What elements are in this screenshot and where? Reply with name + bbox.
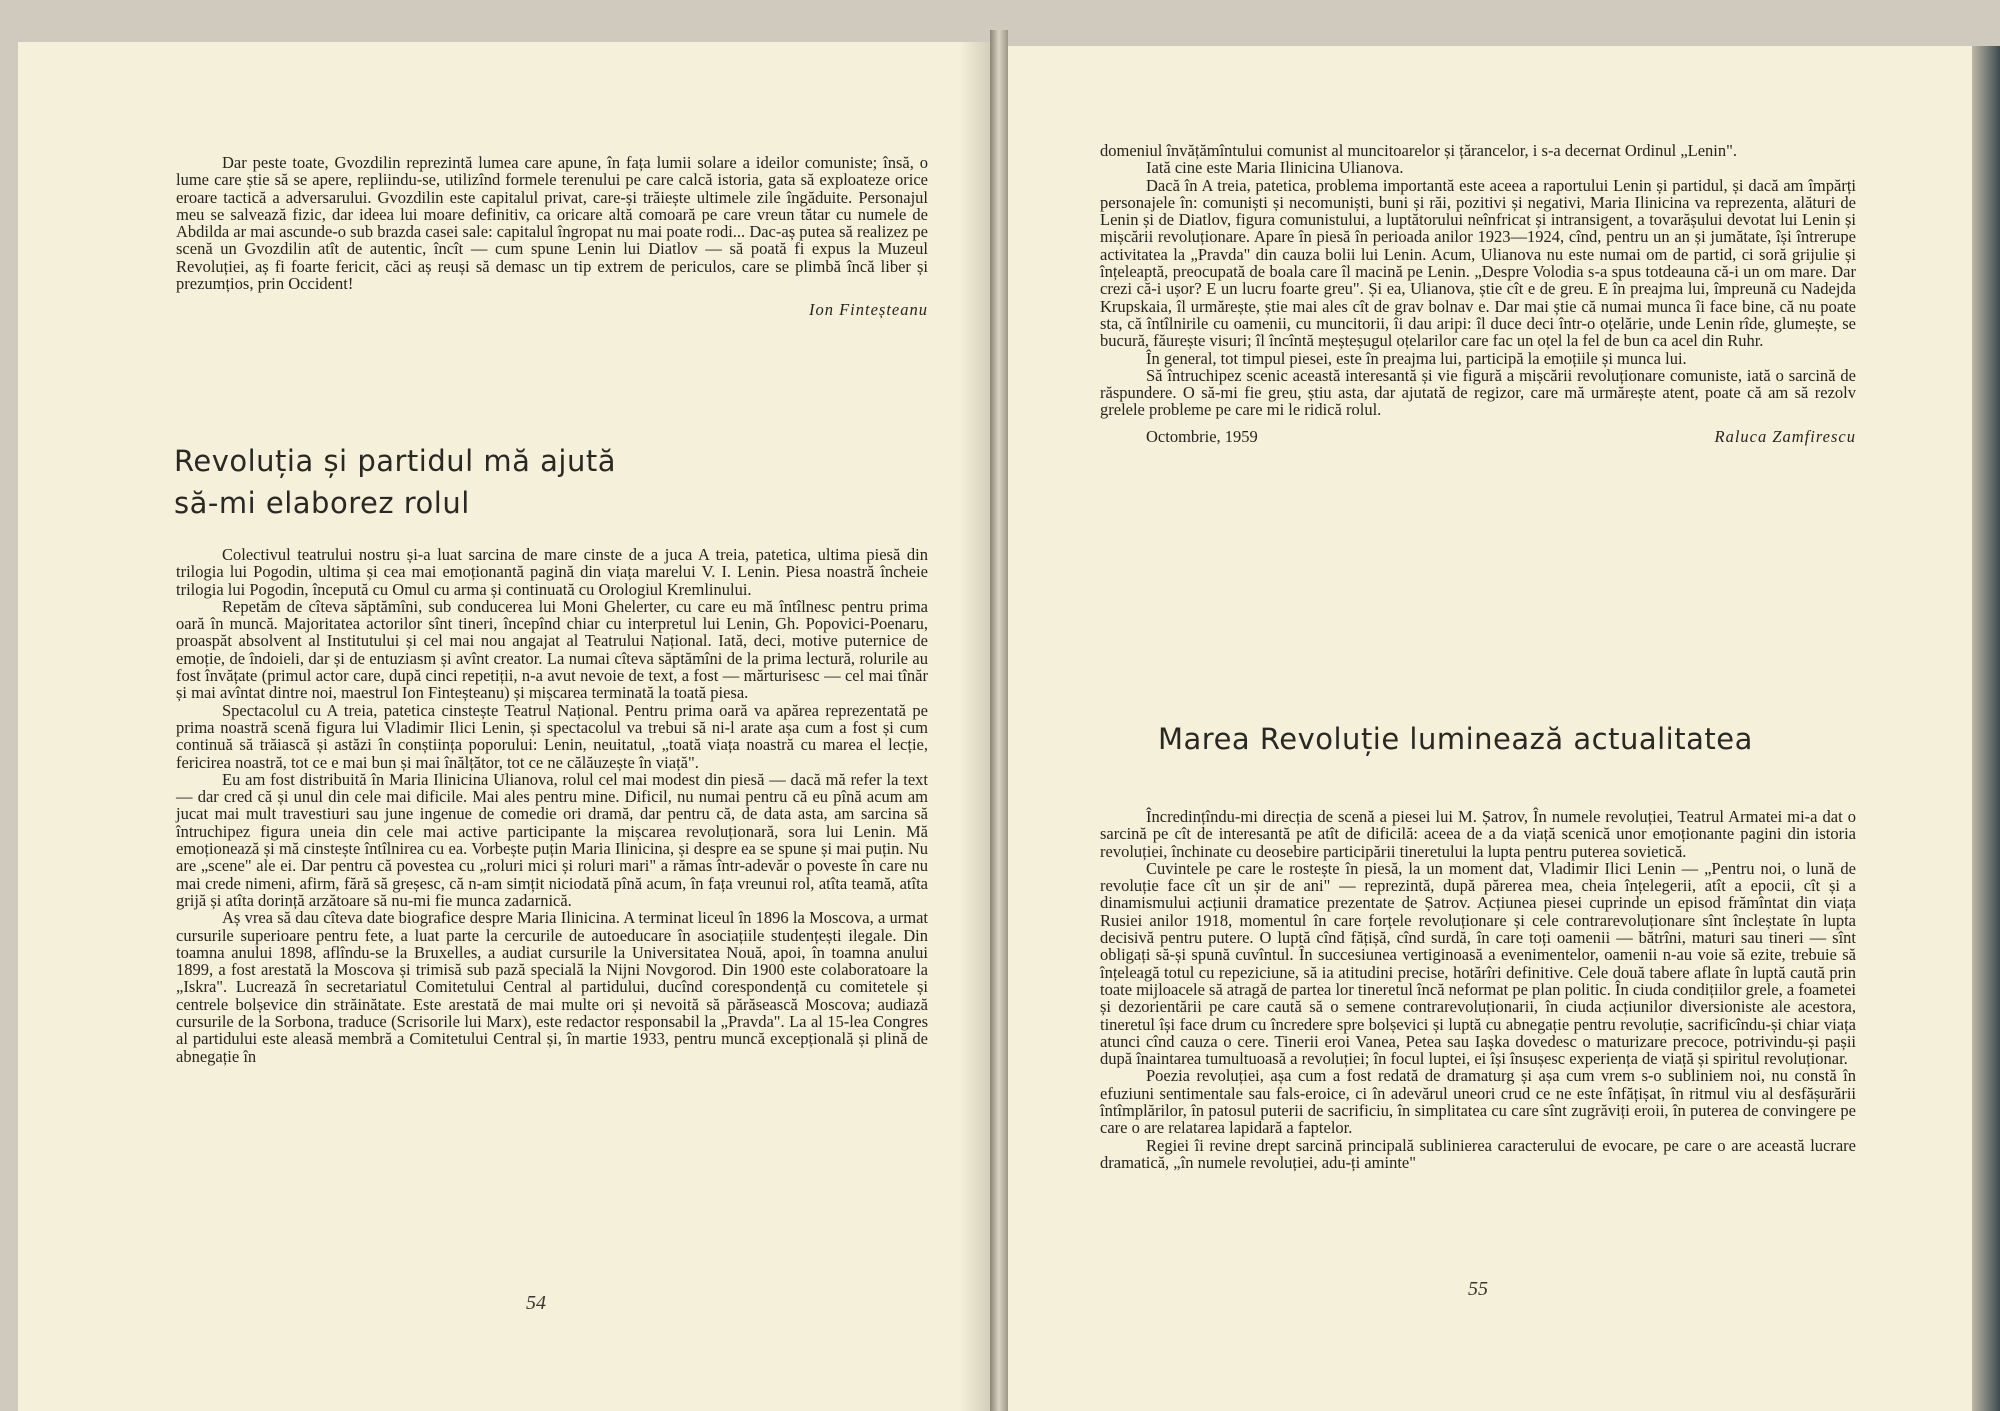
book-spine-gutter [990, 30, 1008, 1411]
right-continued-text [1100, 142, 1856, 448]
book-edge [1972, 46, 2000, 1411]
right-article-body [1100, 808, 1856, 1171]
page-number: 54 [526, 1292, 546, 1314]
paragraph: Iată cine este Maria Ilinicina Ulianova. [1146, 158, 1404, 178]
paragraph: Încredințîndu-mi direcția de scenă a piesei lui M. Șatrov, În numele revoluției, Teatrul Armatei mi-a dat o sarcină pe cît de interesantă pe atît de dificilă: aceea de a da viață scenică unor emoționante pagini din istoria revoluției, închinate cu deosebire participării tineretului la lupta pentru puterea sovietică. [1100, 807, 1856, 861]
paragraph: Dacă în A treia, patetica, problema importantă este aceea a raportului Lenin și partidul, și dacă am împărți personajele în: comuniști și necomuniști, buni și răi, pozitivi și negativi, Maria Ilinicina va reprezenta, alături de Lenin și de Diatlov, figura comunistului, a luptătorului neînfricat și intransigent, a tovarășului devotat lui Lenin și mișcării revoluționare. Apare în piesă în perioada anilor 1923—1924, cînd, pentru un an și jumătate, își întrerupe activitatea la „Pravda" din cauza bolii lui Lenin. Acum, Ulianova nu este numai om de partid, ci soră grijulie și înțeleaptă, preocupată de boala care îl macină pe Lenin. „Despre Volodia s-a spus totdeauna că-i un om mare. Dar crezi că-i ușor? E un lucru foarte greu". Și ea, Ulianova, știe cît e de greu. E în preajma lui, împreună cu Nadejda Krupskaia, îl urmărește, știe mai ales cît de grav bolnav e. Dar mai știe că numai munca îi face bine, că nu poate sta, că întîlnirile cu oamenii, cu muncitorii, îi dau aripi: îl duce deci într-o oțelărie, unde Lenin rîde, glumește, se bucură, făurește visuri; îl încîntă meșteșugul oțelarilor care fac un oțel la fel de bun ca acel din Ruhr. [1100, 175, 1856, 351]
right-page [1008, 46, 1972, 1411]
paragraph: Poezia revoluției, așa cum a fost redată de dramaturg și așa cum vrem s-o subliniem noi, nu constă în efuziuni sentimentale sau fals-eroice, ci în adevărul uneori crud ce ne este înfățișat, în ritmul viu al desfășurării întîmplărilor, în patosul puterii de sacrificiu, în simplitatea cu care sînt zugrăviți eroii, în puterea de convingere pe care o are relatarea lapidară a faptelor. [1100, 1066, 1856, 1138]
intro-paragraph: Dar peste toate, Gvozdilin reprezintă lumea care apune, în fața lumii solare a ideilor comuniste; însă, o lume care știe să se apere, repliindu-se, utilizînd formele terenului pe care calcă istoria, gata să exploateze orice eroare tactică a adversarului. Gvozdilin este capitalul privat, care-și trăiește ultimele zile îngăduite. Personajul meu se salvează fizic, dar ideea lui moare definitiv, ca oricare altă comoară pe care vreun tătar cu numele de Abdilda ar mai ascunde-o sub brazda casei sale: capitalul îngropat nu mai poate rodi... Dac-aș putea să realizez pe scenă un Gvozdilin atît de autentic, încît — cum spune Lenin lui Diatlov — să poată fi expus la Muzeul Revoluției, aș fi foarte fericit, căci aș reuși să demasc un tip extrem de periculos, care se plimbă încă liber și prezumțios, prin Occident! [176, 153, 928, 294]
paragraph: Cuvintele pe care le rostește în piesă, la un moment dat, Vladimir Ilici Lenin — „Pentru noi, o lună de revoluție face cît un șir de ani" — reprezintă, după părerea mea, cheia înțelegerii, atît a epocii, cît și a dinamismului acțiunii dramatice prezentate de Șatrov. Acțiunea piesei cuprinde un episod frămîntat din viața Rusiei anilor 1918, momentul în care forțele revoluționare și cele contrarevoluționare sînt încleștate în lupta decisivă pentru putere. O luptă cînd fățișă, cînd surdă, în care toți oamenii — bătrîni, maturi sau tineri — sînt obligați să-și spună cuvîntul. În succesiunea vertiginoasă a evenimentelor, oamenii n-au voie să ezite, trebuie să înțeleagă totul cu repeziciune, să ia atitudini precise, hotărîri definitive. Cele două tabere aflate în luptă caută prin toate mijloacele să atragă de partea lor tineretul încă neformat pe plan politic. În ciuda condițiilor grele, a foametei și dezorientării pe care caută să o semene contrarevoluționarii, în ciuda acțiunilor diversioniste ale acestora, tineretul își face drum cu încredere spre bolșevici și luptă cu abnegație pentru revoluție, sacrificîndu-și chiar viața atunci cînd cauza o cere. Tinerii eroi Vanea, Petea sau Iașka dovedesc o maturizare precoce, potrivindu-și pașii după înaintarea tumultuoasă a revoluției; în focul luptei, ei își însușesc experiența de viață și spiritul revoluționar. [1100, 858, 1856, 1069]
paragraph: Aș vrea să dau cîteva date biografice despre Maria Ilinicina. A terminat liceul în 1896 la Moscova, a urmat cursurile superioare pentru fete, a luat parte la cercurile de autoeducare în asociațiile studențești ilegale. Din toamna anului 1898, aflîndu-se la Bruxelles, a audiat cursurile la Universitatea Nouă, apoi, în toamna anului 1899, a fost arestată la Moscova și trimisă sub pază specială la Nijni Novgorod. Din 1900 este colaboratoare la „Iskra". Lucrează în secretariatul Comitetului Central al partidului, ducînd corespondență cu comitetele și centrele bolșevice din străinătate. Este arestată de mai multe ori și nevoită să părăsească Moscova; audiază cursurile de la Sorbona, traduce (Scrisorile lui Marx), este redactor responsabil la „Pravda". La al 15-lea Congres al partidului este aleasă membră a Comitetului Central și, în martie 1933, pentru muncă excepțională și plină de abnegație în [176, 908, 928, 1066]
gutter-shadow-left [960, 42, 990, 1411]
article-title-line-2: să-mi elaborez rolul [174, 486, 470, 520]
paragraph: Repetăm de cîteva săptămîni, sub conducerea lui Moni Ghelerter, cu care eu mă întîlnesc pentru prima oară în muncă. Majoritatea actorilor sînt tineri, începînd chiar cu interpretul lui Lenin, Gh. Popovici-Poenaru, proaspăt absolvent al Institutului și cel mai nou angajat al Teatrului Național. Iată, deci, motive puternice de emoție, de îndoieli, dar și de entuziasm și avînt creator. La numai cîteva săptămîni de la prima lectură, rolurile au fost învățate (primul actor care, după cinci repetiții, n-a avut nevoie de text, a fost — mărturisesc — cel mai tînăr și mai avîntat dintre noi, maestrul Ion Finteșteanu) și mișcarea terminată la toată piesa. [176, 596, 928, 703]
paragraph: Regiei îi revine drept sarcină principală sublinierea caracterului de evocare, pe care o are această lucrare dramatică, „în numele revoluției, adu-ți aminte" [1100, 1135, 1856, 1172]
article-author: Raluca Zamfirescu [1714, 426, 1856, 446]
page-number: 55 [1468, 1278, 1488, 1300]
paragraph: Spectacolul cu A treia, patetica cinstește Teatrul Național. Pentru prima oară va apărea reprezentată pe prima noastră scenă figura lui Vladimir Ilici Lenin, și spectacolul va trebui să ni-l arate așa cum a fost și cum continuă să trăiască și astăzi în conștiința poporului: Lenin, neuitatul, „toată viața noastră cu marea el lecție, fericirea noastră, tot ce e mai bun și mai înălțător, tot ce ne călăuzește în viață". [176, 700, 928, 772]
paragraph: Colectivul teatrului nostru și-a luat sarcina de mare cinste de a juca A treia, patetica, ultima piesă din trilogia lui Pogodin, ultima și cea mai emoționantă pagină din viața marelui V. I. Lenin. Piesa noastră încheie trilogia lui Pogodin, începută cu Omul cu arma și continuată cu Orologiul Kremlinului. [176, 545, 928, 599]
article-date: Octombrie, 1959 [1146, 426, 1258, 446]
left-article-body [176, 546, 928, 1065]
paragraph: domeniul învățămîntului comunist al muncitoarelor și țărancelor, i s-a decernat Ordinul „Lenin". [1100, 141, 1738, 160]
article-heading-right: Marea Revoluție luminează actualitatea [1158, 722, 1753, 756]
paragraph: Să întruchipez scenic această interesantă și vie figură a mișcării revoluționare comuniste, iată o sarcină de răspundere. O să-mi fie greu, știu asta, dar ajutată de regizor, care mă urmărește atent, poate că am să rezolv grelele probleme pe care mi le ridică rolul. [1100, 365, 1856, 420]
left-page [18, 42, 990, 1411]
article-heading-left [174, 440, 616, 524]
article-title-line-1: Revoluția și partidul mă ajută [174, 444, 617, 478]
intro-author: Ion Finteșteanu [808, 300, 928, 320]
signature-line [1100, 428, 1856, 448]
intro-text [176, 154, 928, 319]
paragraph: Eu am fost distribuită în Maria Ilinicina Ulianova, rolul cel mai modest din piesă — dacă mă refer la text — dar cred că și unul din cele mai dificile. Mai ales pentru mine. Dificil, nu numai pentru că eu pînă acum am jucat mai mult travestiuri sau june ingenue de comedie ori dramă, dar pentru că, de data asta, am sarcina să întruchipez figura uneia din cele mai active participante la mișcarea revoluționară, sora lui Lenin. Mă emoționează și mă cinstește întîlnirea cu ea. Vorbește puțin Maria Ilinicina, și despre ea se spune și mai puțin. Nu are „scene" ale ei. Dar pentru că povestea cu „roluri mici și roluri mari" a rămas într-adevăr o poveste în care nu mai crede nimeni, afirm, fără să greșesc, că n-am simțit niciodată pînă acum, în fața vreunui rol, atîta teamă, atîta grijă și atîta dorință arzătoare să nu-mi fie munca zadarnică. [176, 769, 928, 910]
paragraph: În general, tot timpul piesei, este în preajma lui, participă la emoțiile și munca lui. [1146, 348, 1687, 368]
